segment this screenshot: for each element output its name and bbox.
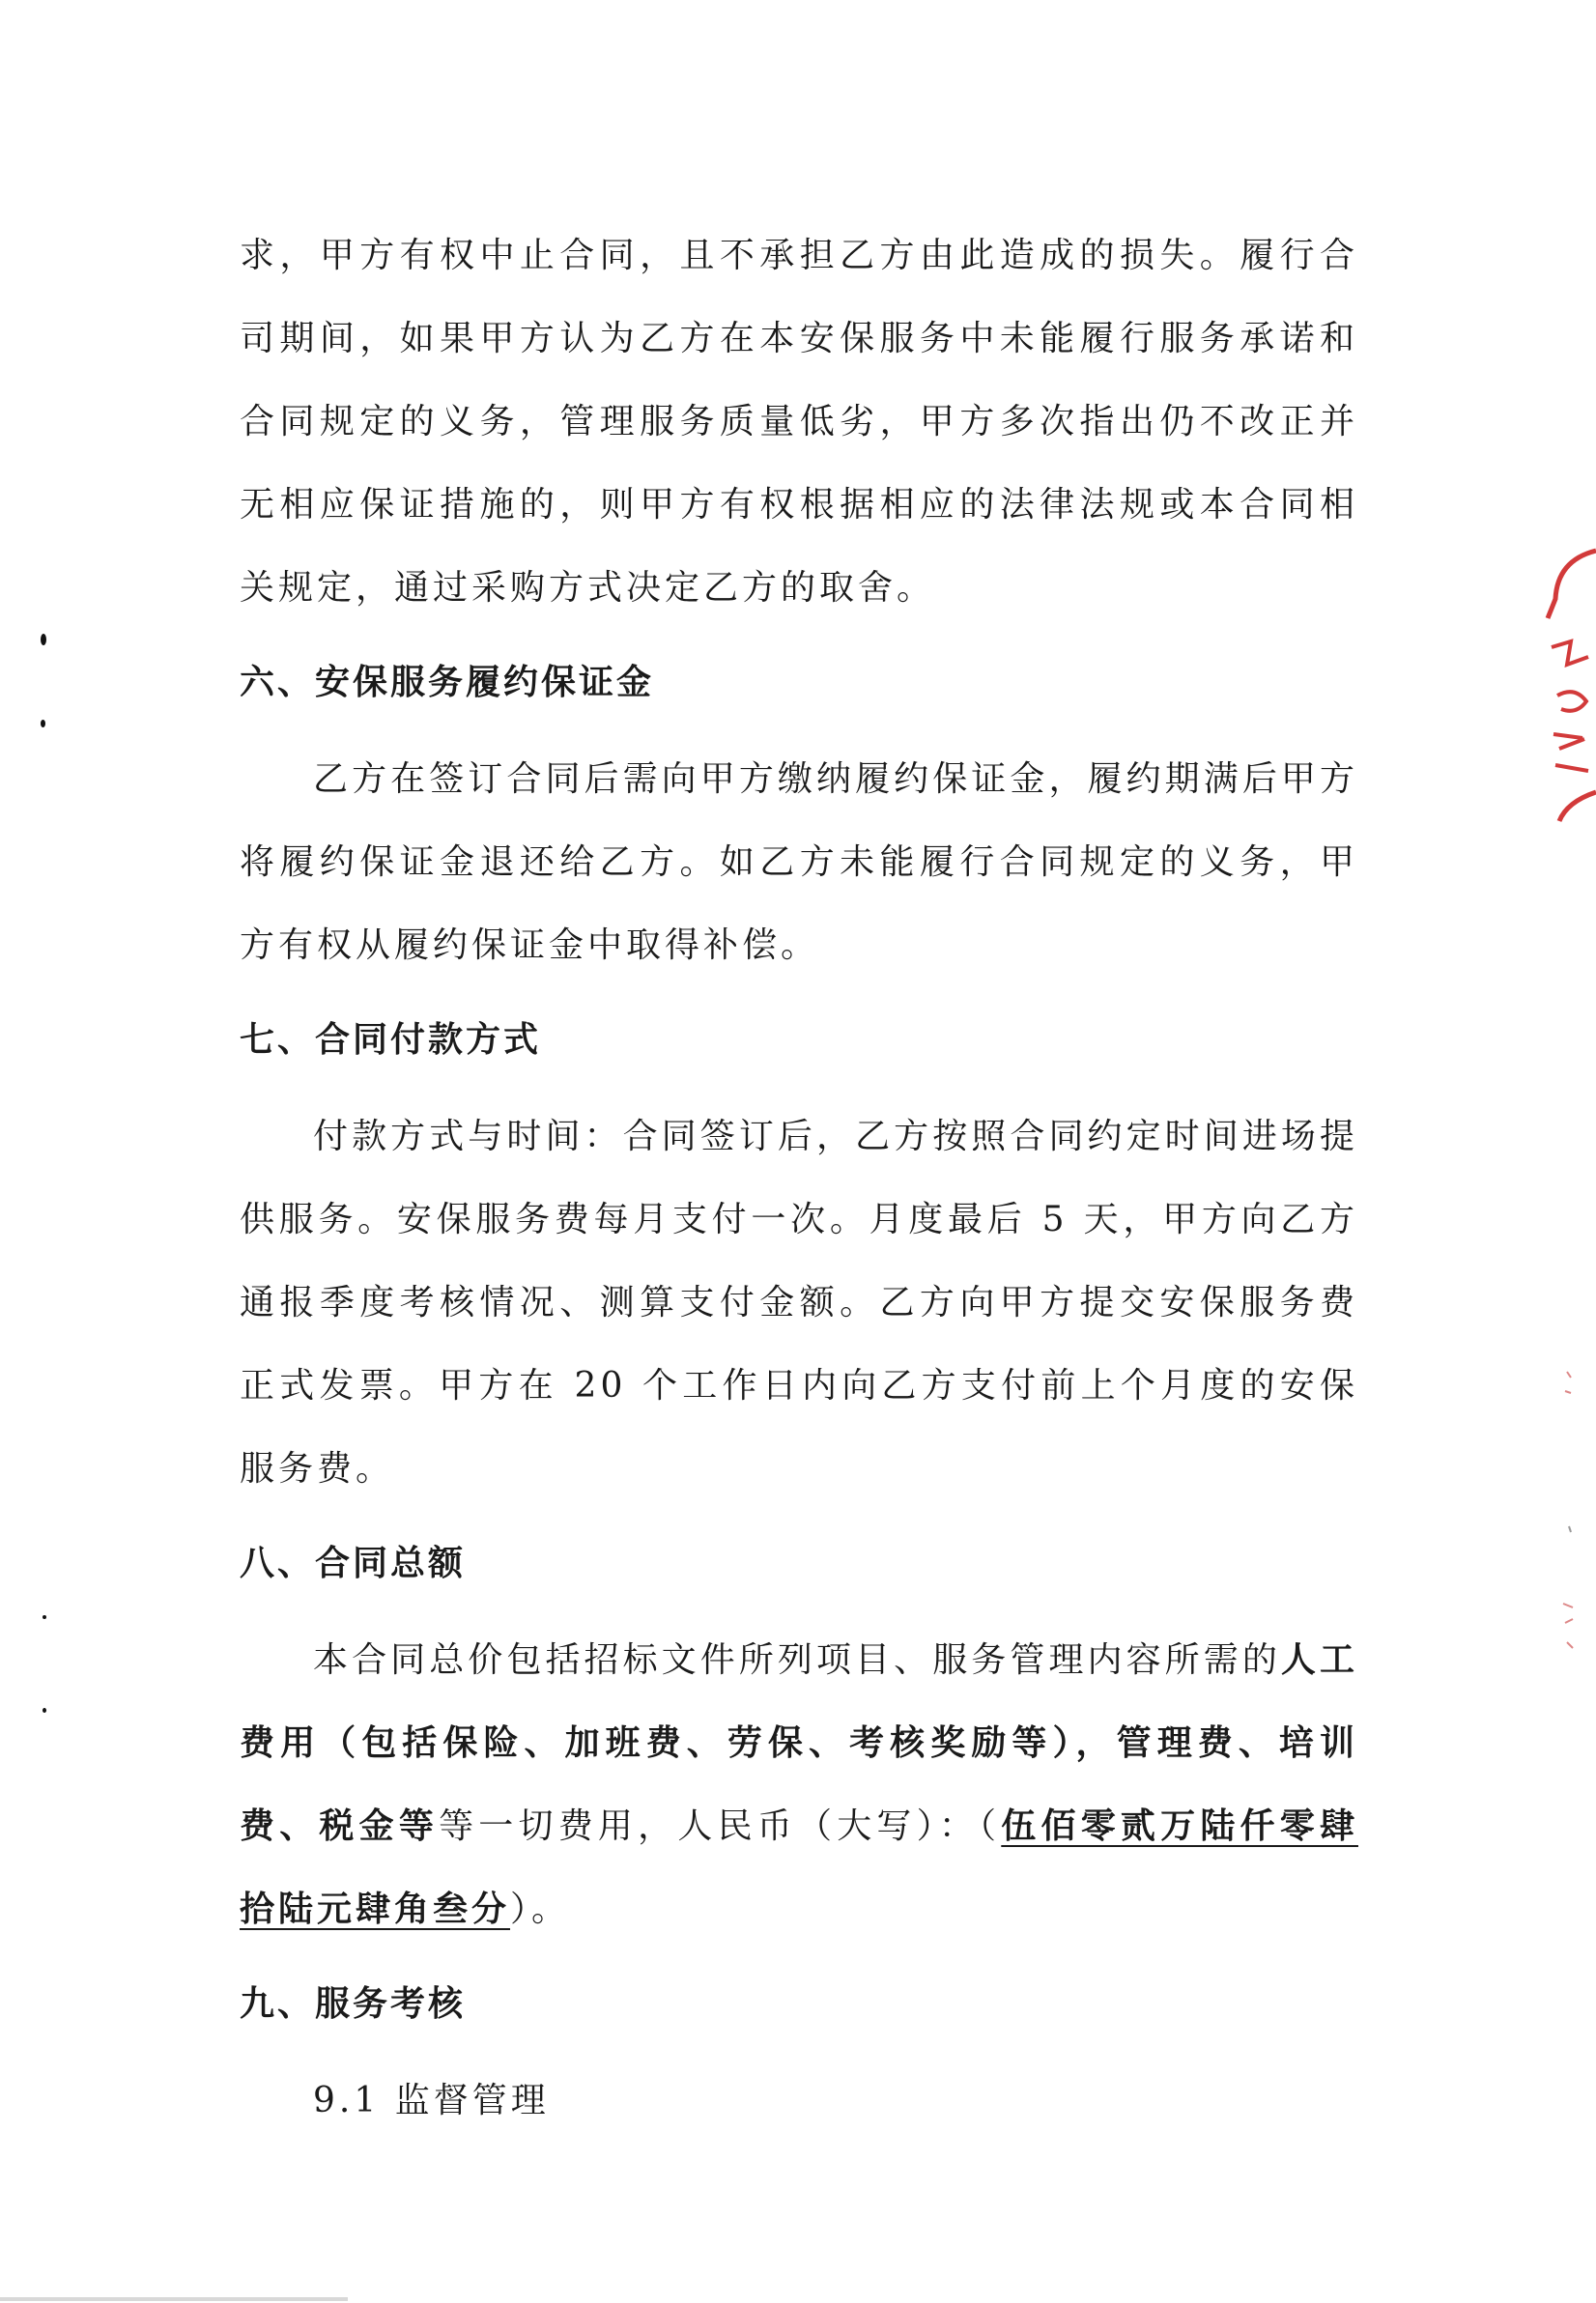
section-8-text-3: ）。 [510,1890,571,1929]
section-8-heading: 八、合同总额 [240,1544,467,1583]
scan-edge-line [0,2297,348,2301]
seal-stamp-fragment [1538,541,1596,831]
section-9-1-title: 9.1 监督管理 [313,2081,550,2120]
section-7-heading: 七、合同付款方式 [240,1020,542,1060]
section-7-body: 付款方式与时间：合同签订后，乙方按照合同约定时间进场提供服务。安保服务费每月支付一次。月度最后 5 天，甲方向乙方通报季度考核情况、测算支付金额。乙方向甲方提交安保服务费正式发票。甲方在 20 个工作日内向乙方支付前上个月度的安保服务费。 [240,1117,1358,1489]
section-8-text-2: 等一切费用，人民币（大写）：（ [439,1806,1002,1846]
binding-hole-mark [41,720,45,727]
section-6-heading: 六、安保服务履约保证金 [240,663,655,702]
continued-paragraph: 求，甲方有权中止合同，且不承担乙方由此造成的损失。履行合司期间，如果甲方认为乙方在本安保服务中未能履行服务承诺和合同规定的义务，管理服务质量低劣，甲方多次指出仍不改正并无相应保证措施的，则甲方有权根据相应的法律法规或本合同相关规定，通过采购方式决定乙方的取舍。 [240,236,1358,608]
document-body [240,214,1358,2143]
section-6-body: 乙方在签订合同后需向甲方缴纳履约保证金，履约期满后甲方将履约保证金退还给乙方。如乙方未能履行合同规定的义务，甲方有权从履约保证金中取得补偿。 [240,759,1358,965]
section-8-body [240,1619,1358,1951]
contract-amount-words: 伍佰零贰万陆仟零肆拾陆元肆角叁分 [240,1806,1358,1929]
section-8-text-1: 本合同总价包括招标文件所列项目、服务管理内容所需的 [313,1640,1281,1680]
binding-hole-mark [43,1708,46,1713]
section-9-heading: 九、服务考核 [240,1984,467,2024]
binding-hole-mark [43,1615,46,1619]
section-8-cost-items: 人工费用（包括保险、加班费、劳保、考核奖励等），管理费、培训费、税金等 [240,1640,1358,1846]
scan-marks-right [1553,1352,1582,1662]
binding-hole-mark [41,634,46,645]
